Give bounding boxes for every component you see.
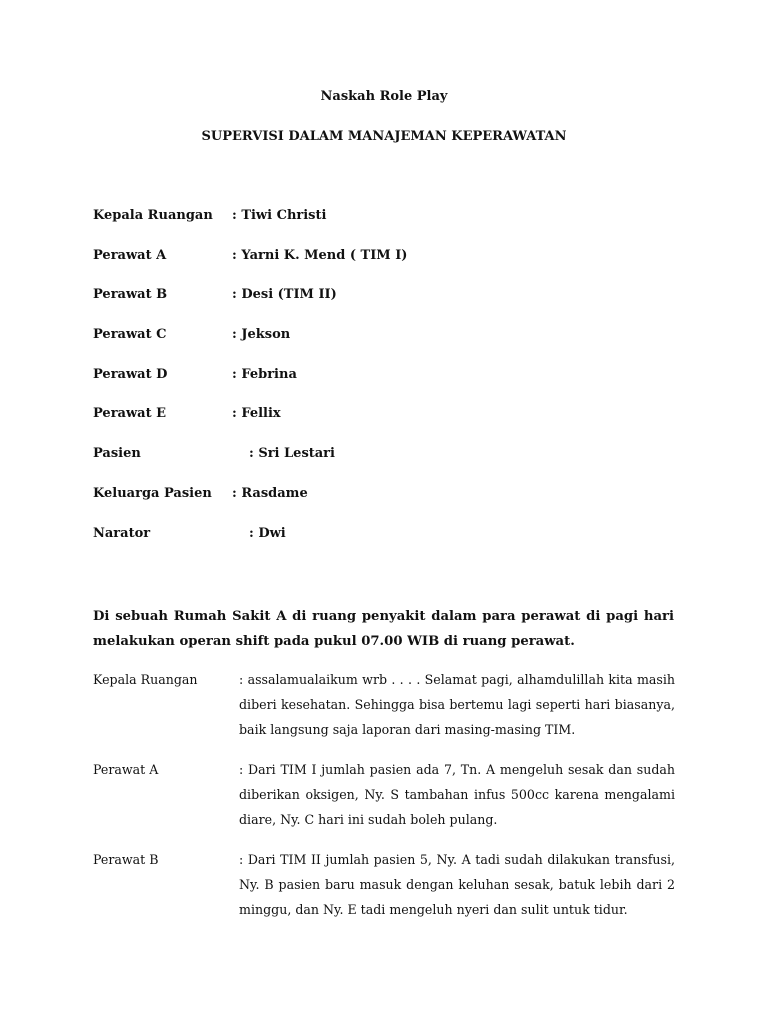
cast-row xyxy=(93,526,693,566)
cast-row xyxy=(93,367,693,407)
cast-row xyxy=(93,248,693,288)
cast-role: Perawat C xyxy=(93,327,167,343)
cast-role: Kepala Ruangan xyxy=(93,208,213,223)
cast-name: : Jekson xyxy=(232,327,291,343)
cast-role: Keluarga Pasien xyxy=(93,485,212,501)
cast-name: : Desi (TIM II) xyxy=(232,287,337,303)
dialogue-speaker: Perawat A xyxy=(93,762,159,777)
dialogue-text: : assalamualaikum wrb . . . . Selamat pagi, alhamdulillah kita masih diberi kesehatan. Sehingga bisa bertemu lagi seperti hari biasanya, baik langsung saja laporan dari masing-masing TIM. xyxy=(239,672,675,737)
document-subtitle: SUPERVISI DALAM MANAJEMAN KEPERAWATAN xyxy=(201,129,567,144)
dialogue-speaker: Perawat B xyxy=(93,852,159,867)
cast-role: Narator xyxy=(93,525,151,541)
cast-list xyxy=(93,208,693,565)
cast-name: : Sri Lestari xyxy=(249,446,335,462)
cast-row xyxy=(93,287,693,327)
dialogue-text: : Dari TIM I jumlah pasien ada 7, Tn. A mengeluh sesak dan sudah diberikan oksigen, Ny. S tambahan infus 500cc karena mengalami diare, Ny. C hari ini sudah boleh pulang. xyxy=(239,762,675,827)
cast-row xyxy=(93,446,693,486)
cast-name: : Febrina xyxy=(232,366,297,382)
dialogue-text: : Dari TIM II jumlah pasien 5, Ny. A tadi sudah dilakukan transfusi, Ny. B pasien baru masuk dengan keluhan sesak, batuk lebih dari 2 minggu, dan Ny. E tadi mengeluh nyeri dan sulit untuk tidur. xyxy=(239,852,675,917)
cast-name: : Yarni K. Mend ( TIM I) xyxy=(232,247,408,263)
cast-row xyxy=(93,208,693,248)
cast-name: : Rasdame xyxy=(232,485,308,501)
cast-name: : Tiwi Christi xyxy=(232,208,327,223)
document-title: Naskah Role Play xyxy=(320,89,448,104)
cast-role: Perawat D xyxy=(93,366,168,382)
cast-role: Perawat A xyxy=(93,247,167,263)
cast-row xyxy=(93,406,693,446)
cast-row xyxy=(93,486,693,526)
dialogue-speaker: Kepala Ruangan xyxy=(93,672,198,687)
cast-row xyxy=(93,327,693,367)
cast-role: Perawat E xyxy=(93,406,167,422)
cast-name: : Fellix xyxy=(232,406,281,422)
scene-intro: Di sebuah Rumah Sakit A di ruang penyakit dalam para perawat di pagi hari melakukan operan shift pada pukul 07.00 WIB di ruang perawat. xyxy=(93,609,674,649)
cast-role: Pasien xyxy=(93,446,141,462)
cast-name: : Dwi xyxy=(249,525,286,541)
cast-role: Perawat B xyxy=(93,287,168,303)
